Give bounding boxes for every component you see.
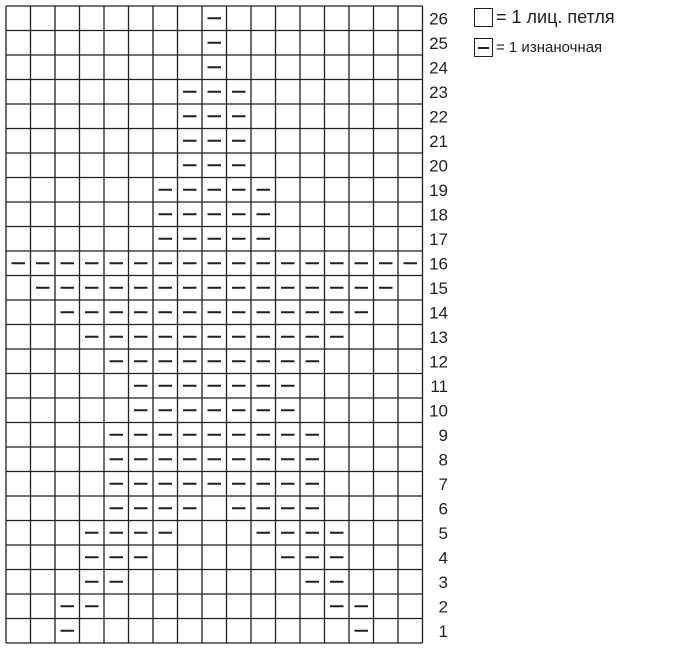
- row-label: 2: [438, 597, 448, 617]
- legend-knit-label: = 1 лиц. петля: [496, 6, 615, 27]
- knit-stitch-icon: [474, 8, 493, 27]
- row-label: 10: [429, 401, 448, 421]
- row-label: 17: [429, 229, 448, 249]
- legend: [474, 6, 615, 66]
- row-label: 6: [438, 499, 448, 519]
- row-label: 20: [429, 156, 448, 176]
- row-label: 22: [429, 107, 448, 127]
- purl-stitch-icon: [474, 38, 493, 57]
- row-label: 19: [429, 180, 448, 200]
- legend-purl: [474, 36, 615, 58]
- row-label: 8: [438, 450, 448, 470]
- row-label: 18: [429, 205, 448, 225]
- row-label: 4: [438, 548, 448, 568]
- row-label: 14: [429, 303, 448, 323]
- legend-purl-label: = 1 изнаночная: [496, 38, 603, 56]
- row-label: 25: [429, 33, 448, 53]
- row-label: 5: [438, 523, 448, 543]
- row-label: 23: [429, 82, 448, 102]
- row-label: 11: [430, 376, 448, 396]
- row-label: 24: [429, 58, 448, 78]
- row-label: 13: [429, 327, 448, 347]
- row-label: 21: [429, 131, 448, 151]
- row-label: 26: [429, 9, 448, 29]
- row-label: 1: [438, 621, 448, 641]
- row-label: 15: [429, 278, 448, 298]
- row-label: 3: [438, 572, 448, 592]
- row-label: 12: [429, 352, 448, 372]
- row-label: 7: [438, 474, 448, 494]
- row-label: 16: [429, 254, 448, 274]
- row-label: 9: [438, 425, 448, 445]
- legend-knit: [474, 6, 615, 28]
- purl-dash-icon: [478, 47, 489, 49]
